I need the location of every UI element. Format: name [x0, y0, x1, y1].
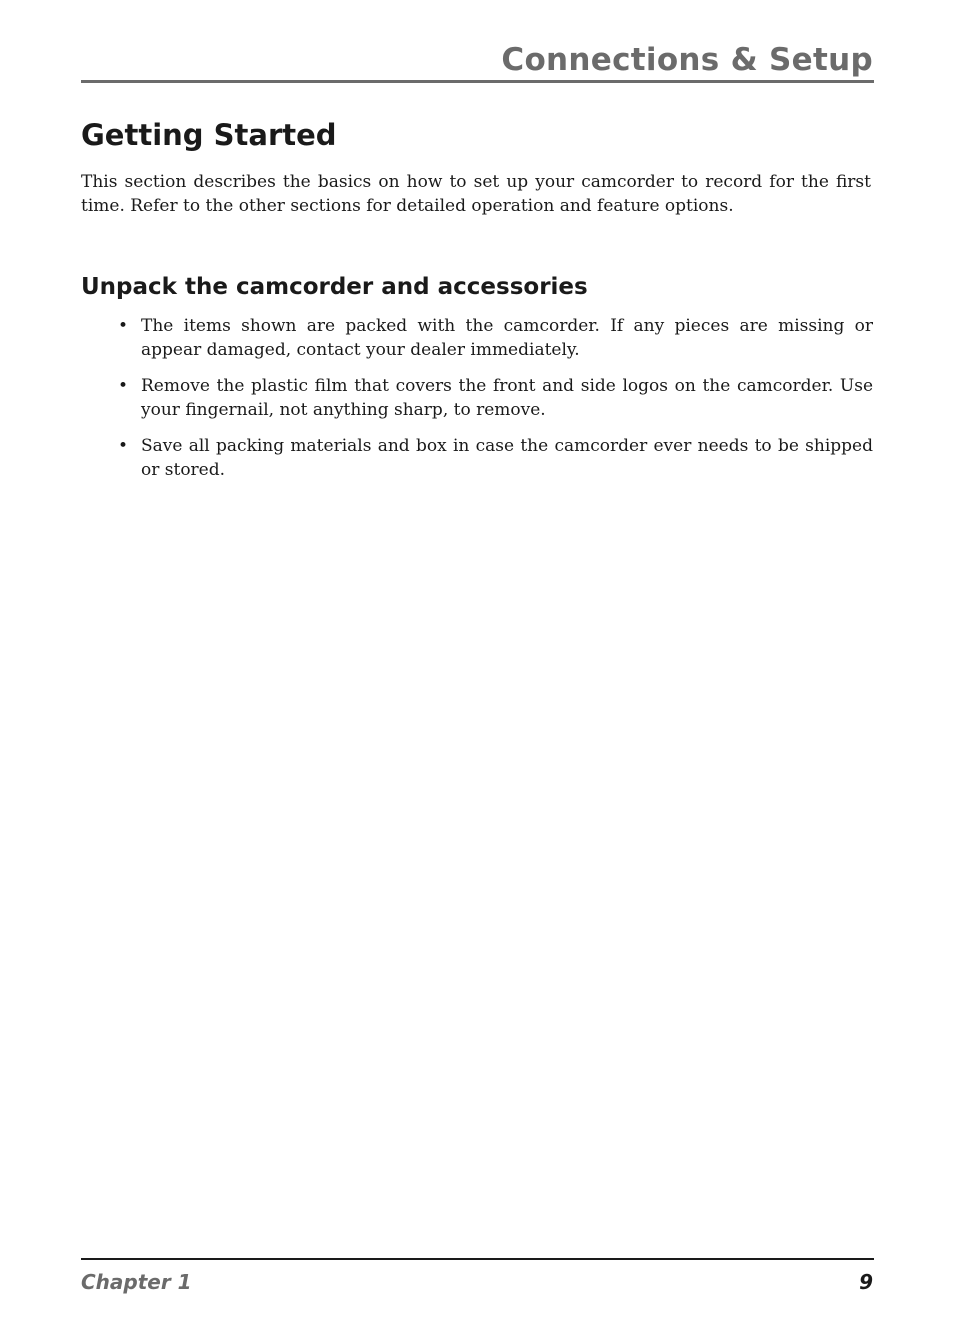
running-header-title: Connections & Setup [501, 42, 873, 78]
list-item [81, 374, 873, 422]
list-item [81, 314, 873, 362]
footer-chapter-label: Chapter 1 [81, 1270, 192, 1294]
list-item-text: The items shown are packed with the camcorder. If any pieces are missing or appear damaged, contact your dealer immediately. [141, 316, 873, 360]
list-item-text: Remove the plastic film that covers the front and side logos on the camcorder. Use your fingernail, not anything sharp, to remove. [141, 376, 873, 420]
list-item-text: Save all packing materials and box in case the camcorder ever needs to be shipped or stored. [141, 436, 873, 480]
bullet-icon: • [118, 436, 129, 456]
footer-page-number: 9 [859, 1270, 873, 1294]
list-item [81, 434, 873, 482]
footer-rule [81, 1258, 874, 1260]
header-rule [81, 80, 874, 83]
page-title: Getting Started [81, 118, 337, 152]
bullet-icon: • [118, 316, 129, 336]
intro-paragraph: This section describes the basics on how to set up your camcorder to record for the first time. Refer to the other sections for detailed operation and feature options. [81, 172, 871, 216]
bullet-icon: • [118, 376, 129, 396]
unpack-bullet-list [81, 314, 873, 494]
section-heading: Unpack the camcorder and accessories [81, 274, 588, 300]
